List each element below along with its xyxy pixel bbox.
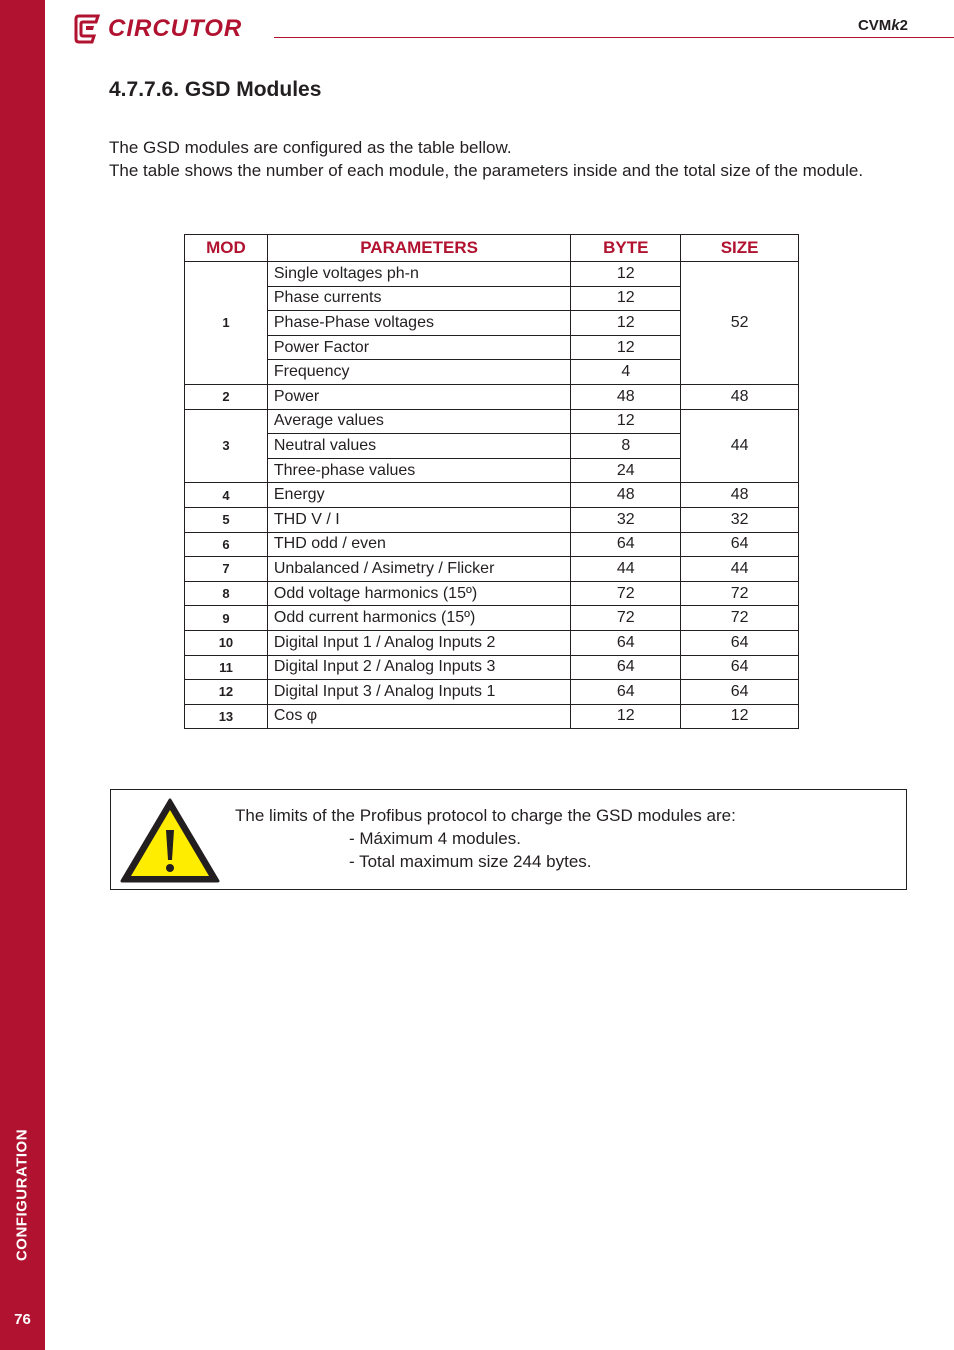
parameter-bytes: 72: [571, 606, 681, 631]
table-row: [185, 384, 799, 409]
parameter-bytes: 44: [571, 557, 681, 582]
page-number: 76: [14, 1311, 31, 1328]
module-size: 44: [681, 557, 799, 582]
module-number: 7: [185, 557, 268, 582]
warning-box: [110, 789, 907, 890]
parameter-name: Single voltages ph-n: [267, 262, 570, 287]
table-row: [185, 655, 799, 680]
header-mod: MOD: [185, 235, 268, 262]
parameter-name: Frequency: [267, 360, 570, 385]
module-number: 4: [185, 483, 268, 508]
parameter-bytes: 32: [571, 507, 681, 532]
section-title: 4.7.7.6. GSD Modules: [109, 78, 322, 101]
parameter-name: Digital Input 2 / Analog Inputs 3: [267, 655, 570, 680]
parameter-bytes: 72: [571, 581, 681, 606]
module-size: 32: [681, 507, 799, 532]
header-parameters: PARAMETERS: [267, 235, 570, 262]
parameter-name: Digital Input 1 / Analog Inputs 2: [267, 630, 570, 655]
table-row: [185, 680, 799, 705]
table-row: [185, 557, 799, 582]
module-size: 72: [681, 581, 799, 606]
module-size: 64: [681, 655, 799, 680]
brand-name: CIRCUTOR: [108, 15, 243, 42]
intro-line-2: The table shows the number of each module, the parameters inside and the total size of the module.: [109, 161, 864, 180]
table-row: [185, 581, 799, 606]
module-number: 11: [185, 655, 268, 680]
table-row: [185, 262, 799, 287]
table-row: [185, 630, 799, 655]
parameter-name: Three-phase values: [267, 458, 570, 483]
parameter-name: Unbalanced / Asimetry / Flicker: [267, 557, 570, 582]
parameter-bytes: 12: [571, 335, 681, 360]
module-size: 48: [681, 483, 799, 508]
module-number: 3: [185, 409, 268, 483]
sidebar-section-label: CONFIGURATION: [13, 1128, 31, 1262]
table-row: [185, 507, 799, 532]
parameter-bytes: 12: [571, 409, 681, 434]
table-row: [185, 532, 799, 557]
table-row: [185, 409, 799, 434]
module-size: 64: [681, 680, 799, 705]
module-size: 12: [681, 704, 799, 729]
parameter-name: THD V / I: [267, 507, 570, 532]
module-number: 1: [185, 262, 268, 385]
module-number: 10: [185, 630, 268, 655]
table-row: [185, 606, 799, 631]
parameter-name: Power Factor: [267, 335, 570, 360]
module-number: 6: [185, 532, 268, 557]
parameter-bytes: 8: [571, 434, 681, 459]
parameter-bytes: 64: [571, 680, 681, 705]
module-size: 64: [681, 630, 799, 655]
warning-text: [235, 804, 736, 873]
module-number: 12: [185, 680, 268, 705]
warning-item: - Máximum 4 modules.: [349, 829, 521, 848]
parameter-bytes: 64: [571, 630, 681, 655]
parameter-bytes: 12: [571, 286, 681, 311]
table-header-row: [185, 235, 799, 262]
parameter-name: Phase-Phase voltages: [267, 311, 570, 336]
module-size: 44: [681, 409, 799, 483]
parameter-bytes: 12: [571, 262, 681, 287]
parameter-name: Energy: [267, 483, 570, 508]
module-size: 72: [681, 606, 799, 631]
parameter-bytes: 4: [571, 360, 681, 385]
document-model: CVMk2: [857, 17, 908, 34]
parameter-name: Digital Input 3 / Analog Inputs 1: [267, 680, 570, 705]
module-number: 13: [185, 704, 268, 729]
module-number: 9: [185, 606, 268, 631]
module-size: 52: [681, 262, 799, 385]
intro-line-1: The GSD modules are configured as the table bellow.: [109, 138, 512, 157]
circutor-logo-icon: [72, 13, 104, 45]
warning-triangle-icon: [119, 797, 221, 884]
parameter-name: Odd voltage harmonics (15º): [267, 581, 570, 606]
parameter-bytes: 12: [571, 704, 681, 729]
circutor-logo: [72, 12, 242, 46]
parameter-name: Odd current harmonics (15º): [267, 606, 570, 631]
table-row: [185, 483, 799, 508]
module-size: 48: [681, 384, 799, 409]
warning-item: - Total maximum size 244 bytes.: [349, 852, 592, 871]
gsd-modules-table: [184, 234, 799, 729]
module-number: 5: [185, 507, 268, 532]
table-row: [185, 704, 799, 729]
parameter-name: Cos φ: [267, 704, 570, 729]
parameter-name: Neutral values: [267, 434, 570, 459]
header-size: SIZE: [681, 235, 799, 262]
intro-text: [109, 136, 909, 182]
parameter-bytes: 64: [571, 655, 681, 680]
header-rule: [274, 37, 954, 38]
warning-intro: The limits of the Profibus protocol to charge the GSD modules are:: [235, 806, 736, 825]
header-byte: BYTE: [571, 235, 681, 262]
sidebar: [0, 0, 45, 1350]
parameter-bytes: 24: [571, 458, 681, 483]
parameter-bytes: 12: [571, 311, 681, 336]
parameter-name: Average values: [267, 409, 570, 434]
module-number: 2: [185, 384, 268, 409]
module-size: 64: [681, 532, 799, 557]
parameter-name: Phase currents: [267, 286, 570, 311]
parameter-bytes: 64: [571, 532, 681, 557]
module-number: 8: [185, 581, 268, 606]
parameter-name: THD odd / even: [267, 532, 570, 557]
parameter-bytes: 48: [571, 483, 681, 508]
parameter-name: Power: [267, 384, 570, 409]
parameter-bytes: 48: [571, 384, 681, 409]
